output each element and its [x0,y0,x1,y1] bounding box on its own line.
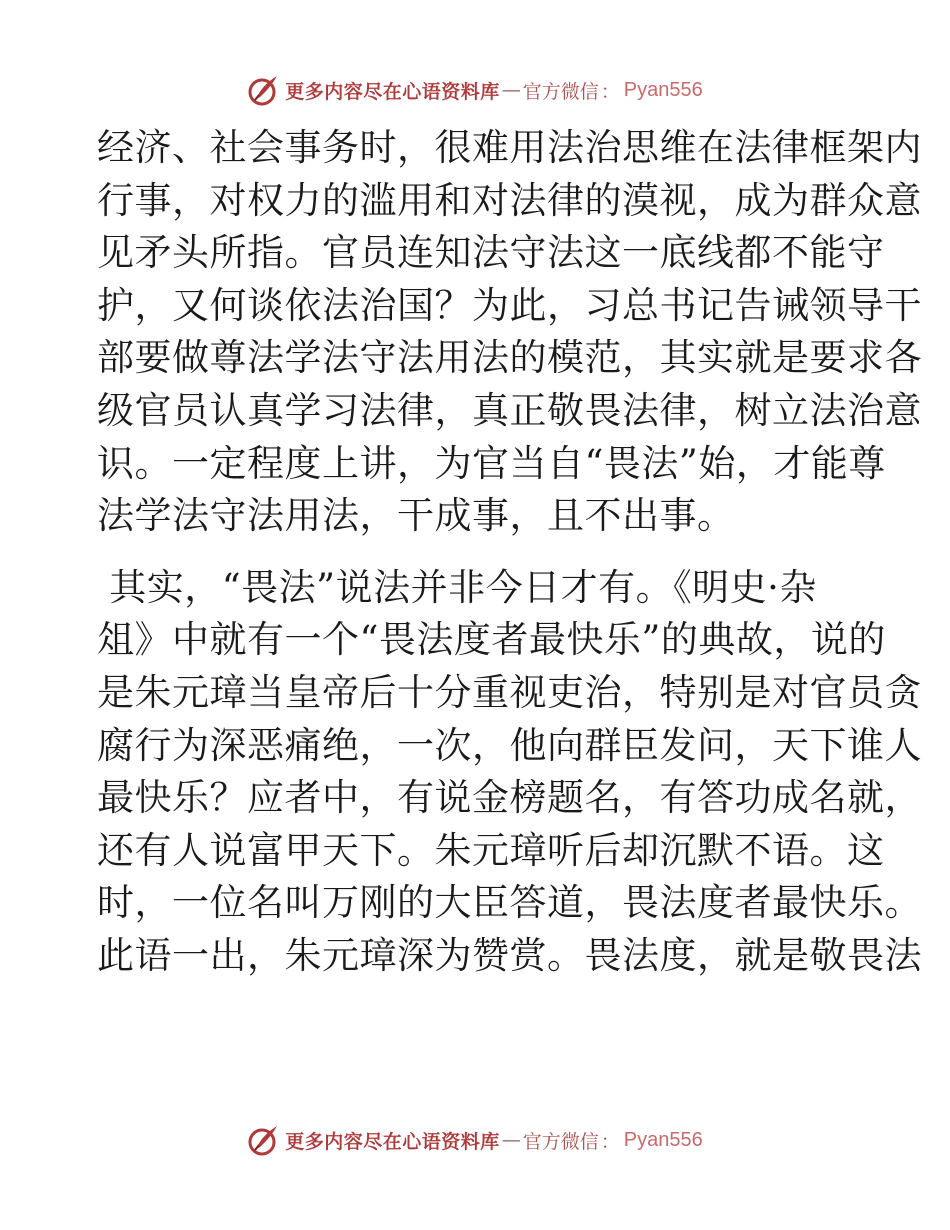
header-site-name: 更多内容尽在心语资料库 [285,80,500,103]
footer-colon: ： [600,1130,620,1153]
header-wechat-id: Pyan556 [623,78,703,101]
quill-logo-icon [247,73,281,107]
paragraph-gap [97,543,857,562]
text-line: 见矛头所指。官员连知法守法这一底线都不能守 [97,231,885,275]
text-line: 其实，“畏法”说法并非今日才有。《明史·杂 [97,565,817,609]
header-colon: ： [600,80,620,103]
text-line: 经济、社会事务时，很难用法治思维在法律框架内 [97,126,922,169]
text-line: 还有人说富甲天下。朱元璋听后却沉默不语。这 [97,828,885,872]
quill-logo-icon [247,1123,281,1157]
text-line: 级官员认真学习法律，真正敬畏法律，树立法治意 [97,388,922,432]
text-line: 法学法守法用法，干成事，且不出事。 [97,494,735,538]
header-separator: — [501,79,521,101]
paragraph-2 [97,562,922,983]
text-line: 俎》中就有一个“畏法度者最快乐”的典故，说的 [97,618,886,662]
header-wechat-label: 官方微信 [522,80,599,103]
footer-watermark [0,1120,950,1160]
text-line: 行事，对权力的滥用和对法律的漠视，成为群众意 [97,178,922,222]
footer-wechat-id: Pyan556 [623,1128,703,1151]
text-line: 是朱元璋当皇帝后十分重视吏治，特别是对官员贪 [97,670,922,714]
text-line: 最快乐？应者中，有说金榜题名，有答功成名就， [97,776,922,820]
text-line: 部要做尊法学法守法用法的模范，其实就是要求各 [97,336,922,380]
text-line: 护，又何谈依法治国？为此，习总书记告诫领导干 [97,283,922,327]
text-line: 此语一出，朱元璋深为赞赏。畏法度，就是敬畏法 [97,933,922,977]
header-watermark [0,70,950,110]
text-line: 腐行为深恶痛绝，一次，他向群臣发问，天下谁人 [97,723,922,767]
paragraph-1 [97,122,922,543]
text-line: 时，一位名叫万刚的大臣答道，畏法度者最快乐。 [97,881,922,925]
footer-separator: — [501,1129,521,1151]
footer-wechat-label: 官方微信 [522,1130,599,1153]
document-body [97,122,922,983]
text-line: 识。一定程度上讲，为官当自“畏法”始，才能尊 [97,441,886,485]
footer-site-name: 更多内容尽在心语资料库 [285,1130,500,1153]
